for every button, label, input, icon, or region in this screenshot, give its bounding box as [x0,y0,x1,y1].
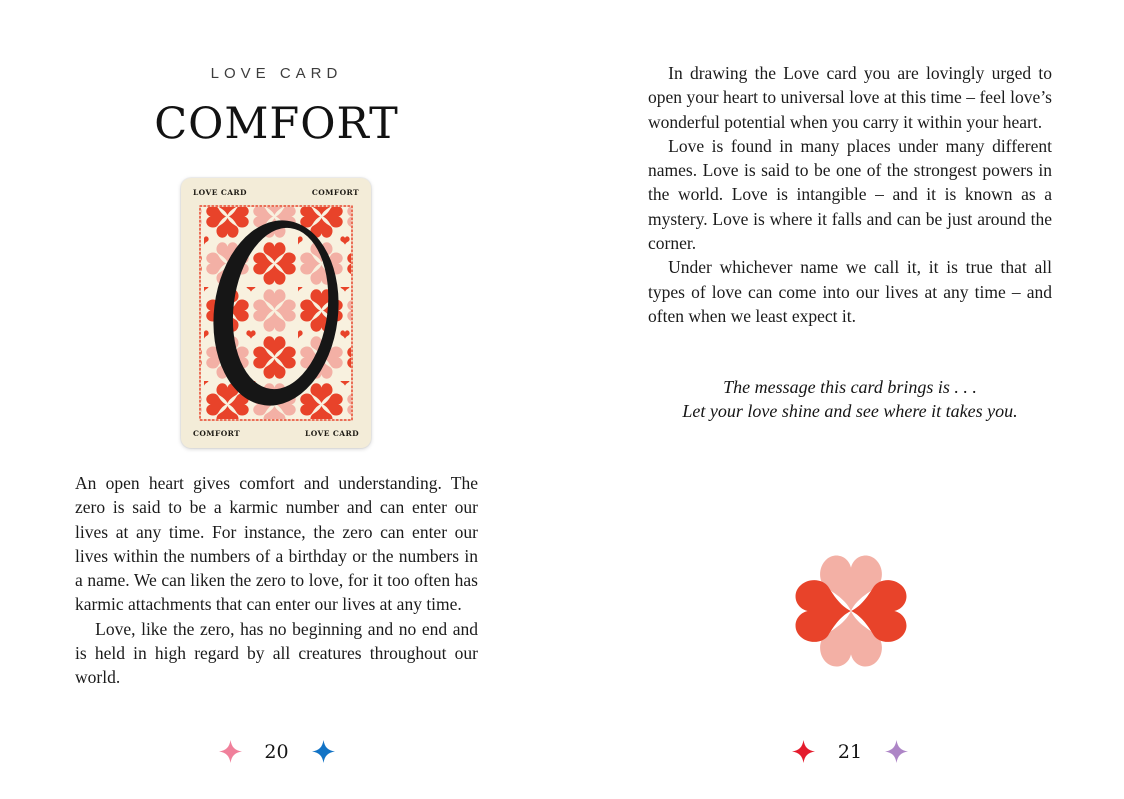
page-number: 21 [837,740,863,763]
card-label-bottom-right: LOVE CARD [305,429,359,438]
paragraph: An open heart gives comfort and understanding. The zero is said to be a karmic number and can enter our lives at any time. For instance, the zero can enter our lives within the numbers of a birthday or the numbers in a name. We can liken the zero to love, for it too often has karmic attachments that can enter our lives at any time. [75,473,478,615]
card-message [648,376,1052,423]
heart-clover-motif [776,541,926,681]
card-message-line2: Let your love shine and see where it takes you. [682,400,1018,421]
paragraph: Under whichever name we call it, it is true that all types of love can come into our lives at any time – and often when we least expect it. [648,257,1052,326]
left-body-text [75,471,478,690]
card-heart-pattern [198,204,354,422]
card-label-top-left: LOVE CARD [193,188,247,197]
card-message-line1: The message this card brings is . . . [723,377,977,397]
page-title: COMFORT [154,99,399,149]
sparkle-icon-red [792,740,815,763]
card-label-top-right: COMFORT [311,188,359,197]
paragraph: In drawing the Love card you are lovingly urged to open your heart to universal love at this time – feel love’s wonderful potential when you carry it within your heart. [648,63,1052,132]
sparkle-icon-purple [885,740,908,763]
right-page-footer [648,740,1052,763]
paragraph: Love is found in many places under many different names. Love is said to be one of the strongest powers in the world. Love is intangible – and it is known as a mystery. Love is where it falls and can be just around the corner. [648,135,1052,254]
left-page [75,0,478,799]
page-number: 20 [264,740,289,763]
right-page [648,0,1052,799]
card-label-bottom-left: COMFORT [193,429,241,438]
left-page-footer [75,740,478,763]
paragraph: Love, like the zero, has no beginning and no end and is held in high regard by all creatures throughout our world. [75,618,478,688]
card-type-kicker: LOVE CARD [210,65,343,82]
love-card-illustration [181,178,371,448]
sparkle-icon-pink [219,740,242,763]
sparkle-icon-blue [312,740,335,763]
right-body-text [648,61,1052,328]
